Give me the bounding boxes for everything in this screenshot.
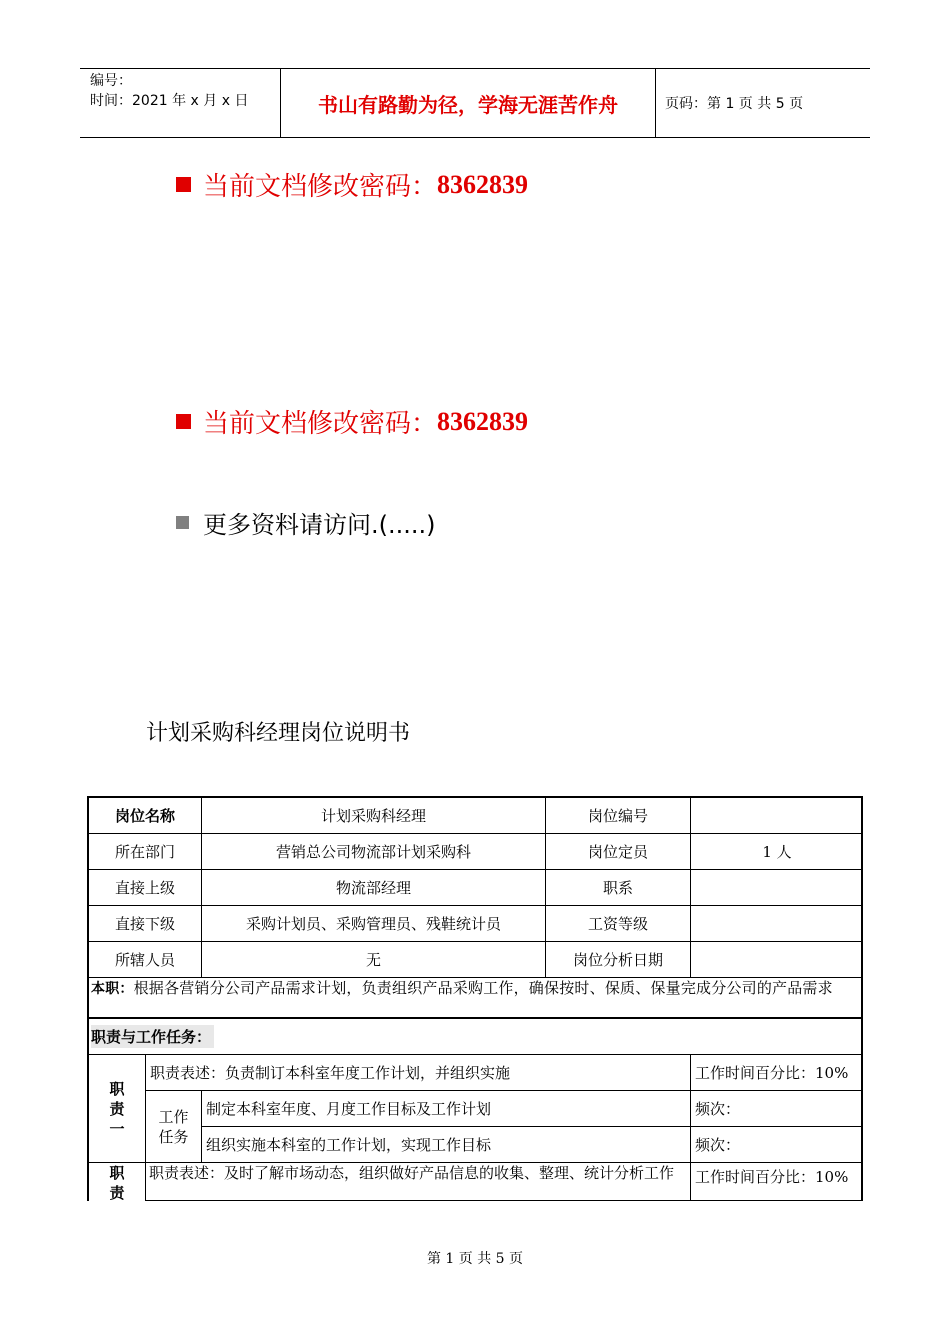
value-job-family: [691, 870, 863, 906]
red-square-bullet-icon: [176, 177, 191, 192]
duty-1-task-2-frequency: 频次：: [691, 1127, 863, 1163]
tasks-header-label: 职责与工作任务：: [91, 1025, 214, 1048]
duty-1-task-1-frequency: 频次：: [691, 1091, 863, 1127]
label-direct-subordinates: 直接下级: [89, 906, 202, 942]
password-line-2: [176, 403, 528, 440]
duty-2-description: 职责表述：及时了解市场动态，组织做好产品信息的收集、整理、统计分析工作: [146, 1163, 691, 1201]
duty-summary-label: 本职：: [91, 981, 134, 997]
value-staff: 无: [202, 942, 546, 978]
duty-1-description: 职责表述：负责制订本科室年度工作计划，并组织实施: [146, 1055, 691, 1091]
duty-1-task-label: 工作任务: [146, 1091, 202, 1163]
header-meta: [80, 69, 281, 137]
gray-square-bullet-icon: [176, 516, 189, 529]
number-label: 编号：: [90, 73, 132, 89]
time-line: 时间：2021 年 x 月 x 日: [90, 93, 249, 109]
label-direct-superior: 直接上级: [89, 870, 202, 906]
label-position-name: 岗位名称: [89, 798, 202, 834]
document-title: 计划采购科经理岗位说明书: [146, 721, 411, 746]
label-job-family: 职系: [546, 870, 691, 906]
header-motto: 书山有路勤为径，学海无涯苦作舟: [281, 69, 656, 137]
job-description-table: [87, 796, 863, 1201]
label-headcount: 岗位定员: [546, 834, 691, 870]
duty-summary-row: [89, 978, 863, 1019]
more-info-text: 更多资料请访问.(.....): [203, 511, 436, 539]
label-staff: 所辖人员: [89, 942, 202, 978]
password-line-1: [176, 166, 528, 203]
value-salary-grade: [691, 906, 863, 942]
red-square-bullet-icon: [176, 414, 191, 429]
duty-2-time-percent: 工作时间百分比：10%: [691, 1163, 863, 1201]
duty-summary-text: 根据各营销分公司产品需求计划，负责组织产品采购工作，确保按时、保质、保量完成分公司的产品需求: [133, 979, 833, 997]
label-department: 所在部门: [89, 834, 202, 870]
more-info-line: [176, 505, 436, 540]
value-direct-superior: 物流部经理: [202, 870, 546, 906]
duty-1-time-percent: 工作时间百分比：10%: [691, 1055, 863, 1091]
label-salary-grade: 工资等级: [546, 906, 691, 942]
password-label: 当前文档修改密码：: [203, 409, 438, 439]
password-code: 8362839: [437, 169, 529, 199]
duty-1-task-1: 制定本科室年度、月度工作目标及工作计划: [202, 1091, 691, 1127]
value-position-number: [691, 798, 863, 834]
page-header: [80, 68, 870, 138]
value-analysis-date: [691, 942, 863, 978]
value-position-name: 计划采购科经理: [202, 798, 546, 834]
tasks-header-row: [89, 1019, 863, 1055]
label-position-number: 岗位编号: [546, 798, 691, 834]
duty-2-label: 职责: [89, 1163, 146, 1201]
password-code: 8362839: [437, 406, 529, 436]
header-page-info: 页码：第 1 页 共 5 页: [665, 96, 804, 112]
password-label: 当前文档修改密码：: [203, 172, 438, 202]
value-department: 营销总公司物流部计划采购科: [202, 834, 546, 870]
page-footer: 第 1 页 共 5 页: [426, 1251, 524, 1267]
duty-1-task-2: 组织实施本科室的工作计划，实现工作目标: [202, 1127, 691, 1163]
duty-1-label: 职责一: [89, 1055, 146, 1163]
value-headcount: 1 人: [691, 834, 863, 870]
value-direct-subordinates: 采购计划员、采购管理员、残鞋统计员: [202, 906, 546, 942]
label-analysis-date: 岗位分析日期: [546, 942, 691, 978]
